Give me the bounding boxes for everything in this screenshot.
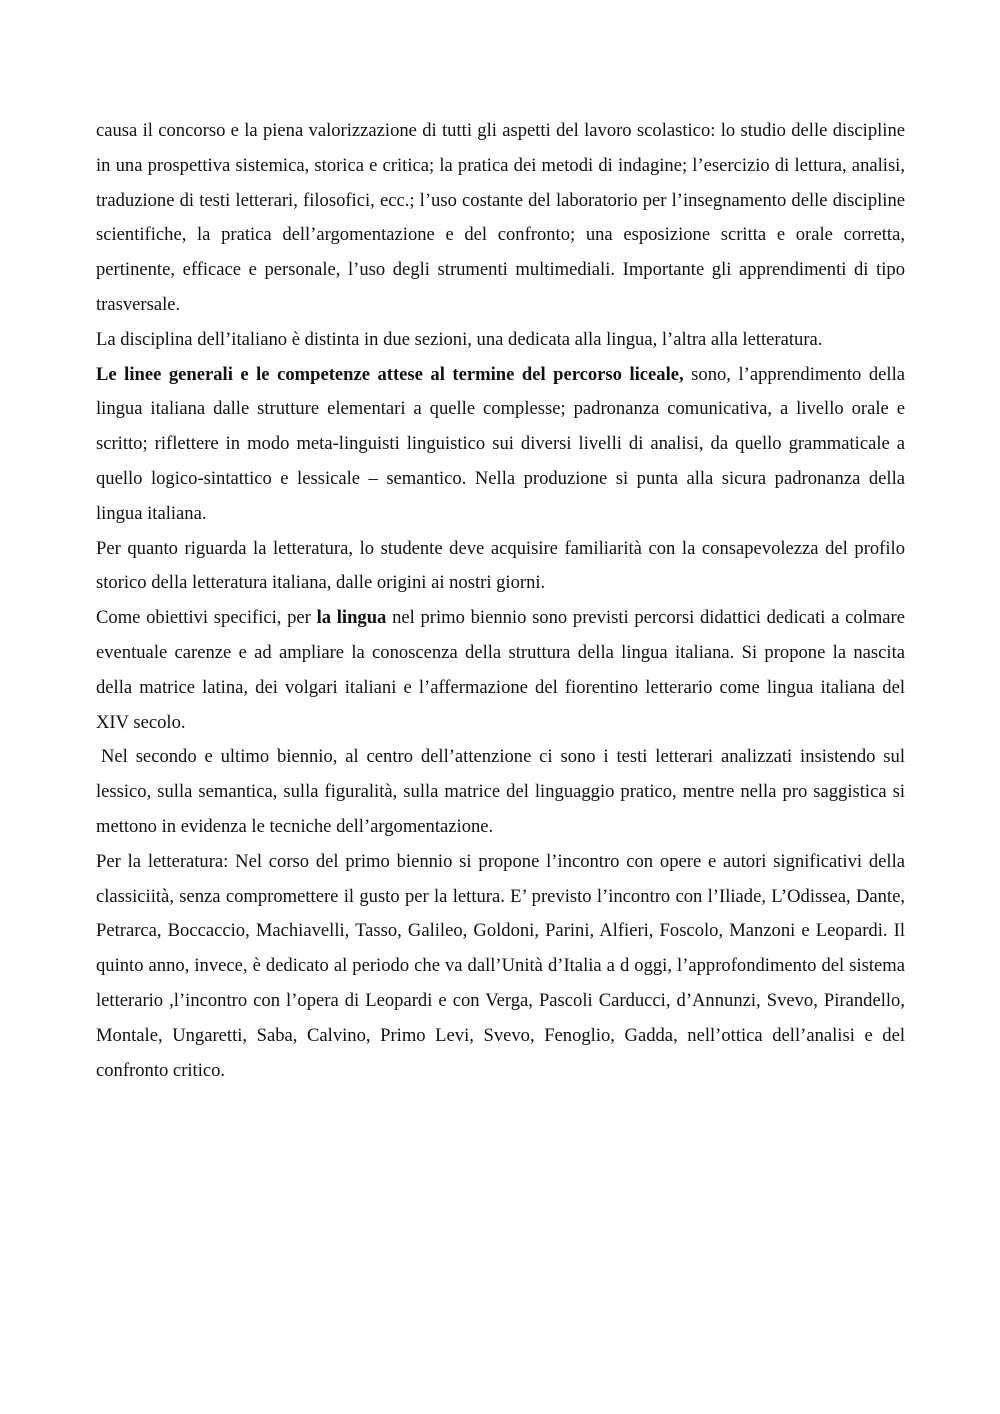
- linee-generali-heading: Le linee generali e le competenze attese al termine del percorso liceale,: [96, 363, 684, 385]
- paragraph-letteratura-profilo: Per quanto riguarda la letteratura, lo studente deve acquisire familiarità con la consapevolezza del profilo storico della letteratura italiana, dalle origini ai nostri giorni.: [96, 537, 905, 594]
- paragraph-secondo-biennio: Nel secondo e ultimo biennio, al centro dell’attenzione ci sono i testi letterari analizzati insistendo sul lessico, sulla semantica, sulla figuralità, sulla matrice del linguaggio pratico, mentre nella pro saggistica si mettono in evidenza le tecniche dell’argomentazione.: [96, 746, 905, 837]
- la-lingua-bold: la lingua: [316, 607, 387, 629]
- paragraph-lavoro-scolastico: causa il concorso e la piena valorizzazione di tutti gli aspetti del lavoro scolastico: lo studio delle discipline in una prospettiva sistemica, storica e critica; la pratica dei metodi di indagine; l’esercizio di lettura, analisi, traduzione di testi letterari, filosofici, ecc.; l’uso costante del laboratorio per l’insegnamento delle discipline scientifiche, la pratica dell’argomentazione e del confronto; una esposizione scritta e orale corretta, pertinente, efficace e personale, l’uso degli strumenti multimediali. Importante gli apprendimenti di tipo trasversale.: [96, 120, 905, 315]
- paragraph-linee-generali: [96, 358, 905, 532]
- obiettivi-text: nel primo biennio sono previsti percorsi didattici dedicati a colmare eventuale carenze e ad ampliare la conoscenza della struttura della lingua italiana. Si propone la nascita della matrice latina, dei volgari italiani e l’affermazione del fiorentino letterario come lingua italiana del XIV secolo.: [96, 607, 905, 733]
- paragraph-letteratura-autori: Per la letteratura: Nel corso del primo biennio si propone l’incontro con opere e autori significativi della classiciità, senza compromettere il gusto per la lettura. E’ previsto l’incontro con l’Iliade, L’Odissea, Dante, Petrarca, Boccaccio, Machiavelli, Tasso, Galileo, Goldoni, Parini, Alfieri, Foscolo, Manzoni e Leopardi. Il quinto anno, invece, è dedicato al periodo che va dall’Unità d’Italia a d oggi, l’approfondimento del sistema letterario ,l’incontro con l’opera di Leopardi e con Verga, Pascoli Carducci, d’Annunzi, Svevo, Pirandello, Montale, Ungaretti, Saba, Calvino, Primo Levi, Svevo, Fenoglio, Gadda, nell’ottica dell’analisi e del confronto critico.: [96, 850, 905, 1081]
- obiettivi-intro: Come obiettivi specifici, per: [96, 607, 317, 629]
- linee-generali-text: sono, l’apprendimento della lingua italiana dalle strutture elementari a quelle complesse; padronanza comunicativa, a livello orale e scritto; riflettere in modo meta-linguisti linguistico sui diversi livelli di analisi, da quello grammaticale a quello logico-sintattico e lessicale – semantico. Nella produzione si punta alla sicura padronanza della lingua italiana.: [96, 363, 905, 524]
- document-body: [96, 114, 905, 1088]
- paragraph-obiettivi-lingua: [96, 601, 905, 740]
- paragraph-disciplina-italiano: La disciplina dell’italiano è distinta in due sezioni, una dedicata alla lingua, l’altra alla letteratura.: [96, 328, 823, 350]
